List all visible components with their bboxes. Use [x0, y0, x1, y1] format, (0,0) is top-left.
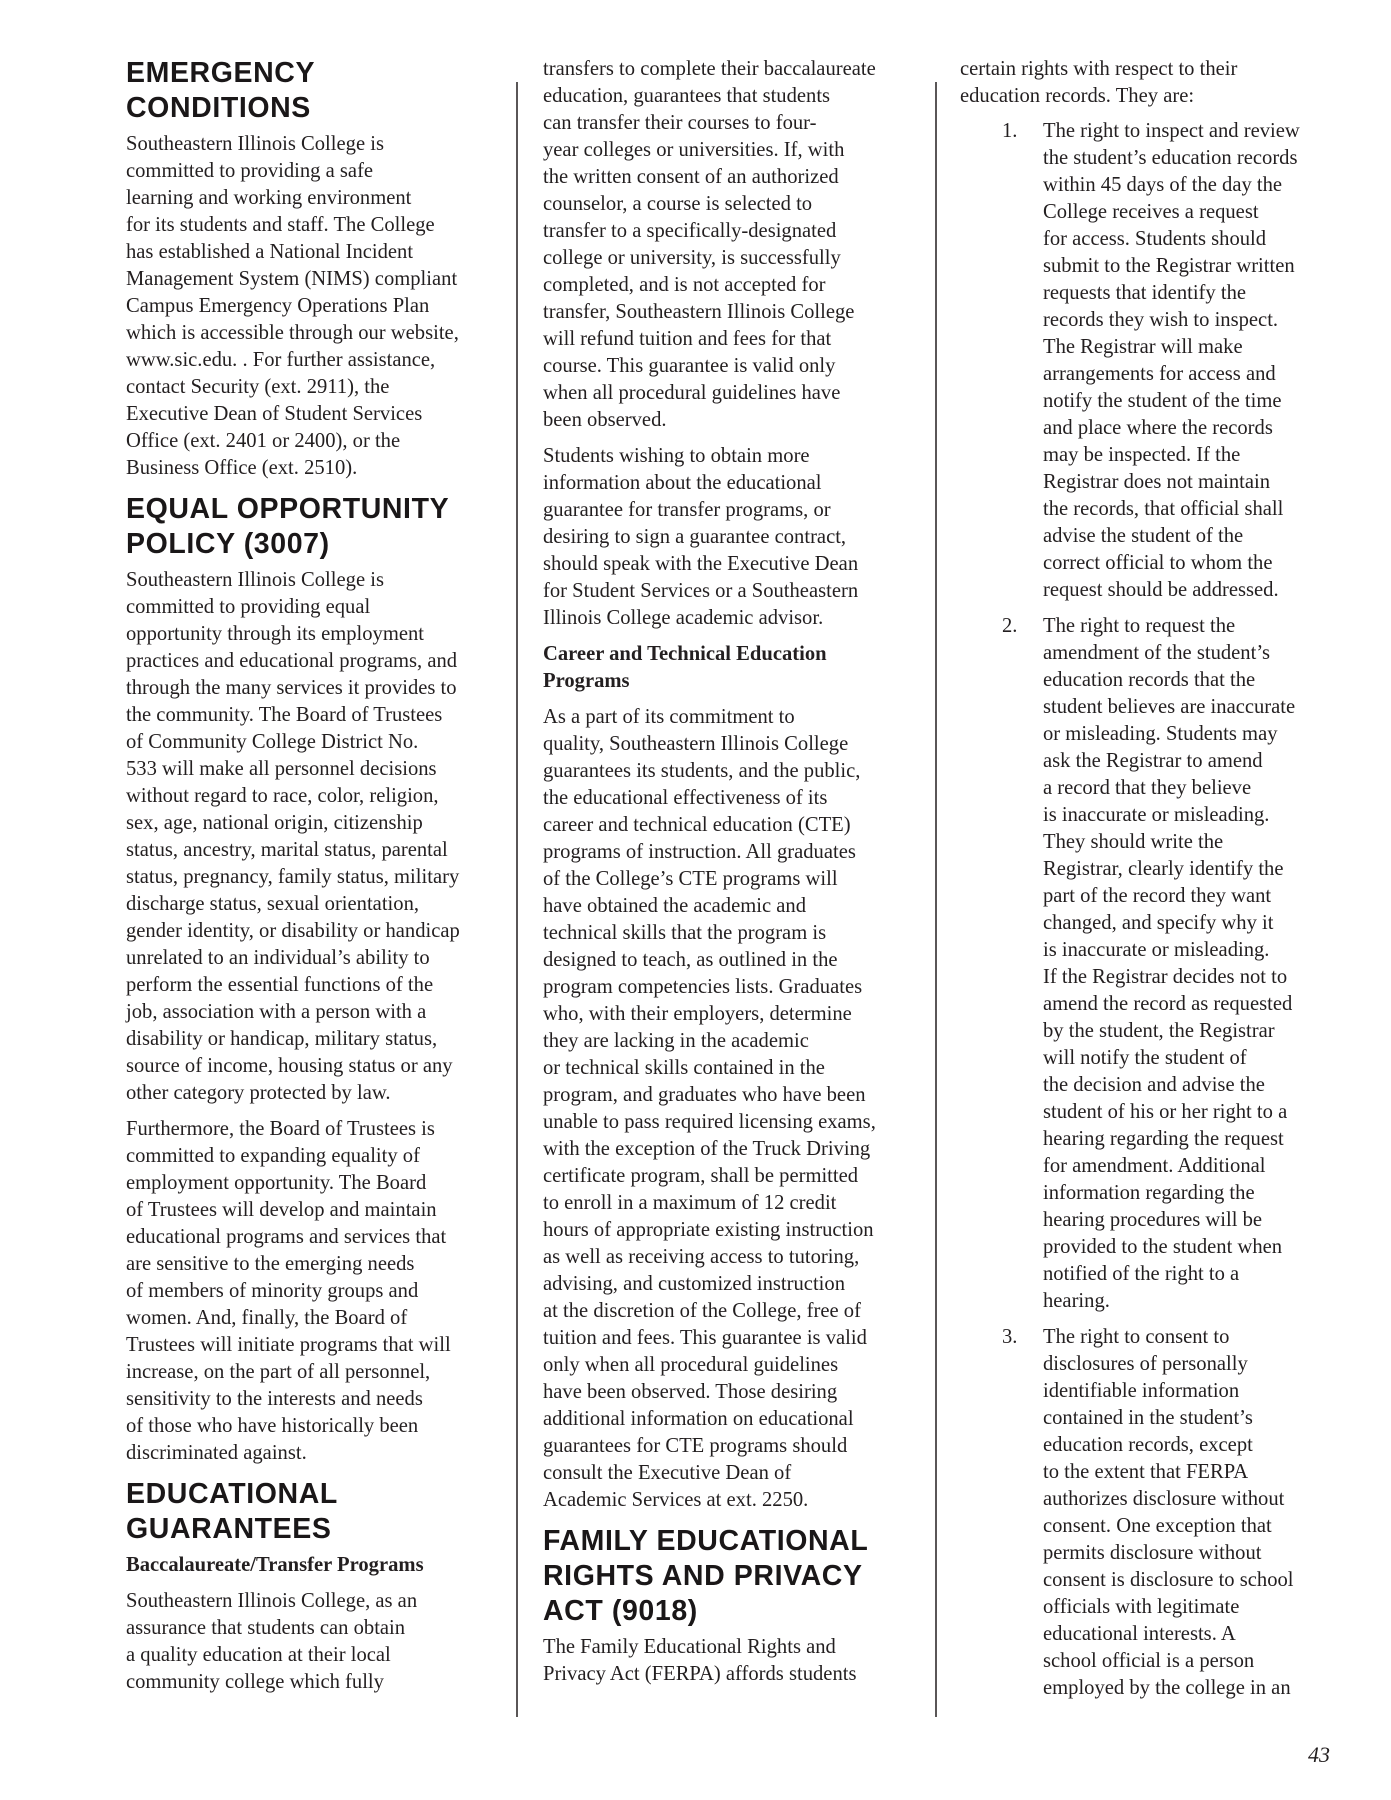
text-line: for its students and staff. The College	[126, 214, 435, 236]
paragraph	[543, 56, 915, 434]
text-line: have been observed. Those desiring	[543, 1381, 838, 1403]
text-line: hearing procedures will be	[1043, 1209, 1263, 1231]
text-line: Office (ext. 2401 or 2400), or the	[126, 430, 401, 452]
text-line: information regarding the	[1043, 1182, 1255, 1204]
text-line: to enroll in a maximum of 12 credit	[543, 1192, 837, 1214]
text-line: changed, and specify why it	[1043, 912, 1274, 934]
text-line: with the exception of the Truck Driving	[543, 1138, 871, 1160]
section-equal-opportunity-policy	[126, 492, 498, 1467]
text-line: certificate program, shall be permitted	[543, 1165, 859, 1187]
column-2	[543, 56, 915, 1697]
text-line: source of income, housing status or any	[126, 1055, 453, 1077]
text-line: educational interests. A	[1043, 1623, 1236, 1645]
section-emergency-conditions	[126, 56, 498, 482]
text-line: desiring to sign a guarantee contract,	[543, 526, 847, 548]
list-number: 3.	[1002, 1326, 1018, 1348]
paragraph	[126, 1588, 498, 1696]
text-line: they are lacking in the academic	[543, 1030, 809, 1052]
text-line: The Family Educational Rights and	[543, 1636, 836, 1658]
text-line: notify the student of the time	[1043, 390, 1282, 412]
text-line: committed to providing a safe	[126, 160, 374, 182]
text-line: student believes are inaccurate	[1043, 696, 1296, 718]
text-line: transfer to a specifically-designated	[543, 220, 837, 242]
text-line: Executive Dean of Student Services	[126, 403, 423, 425]
text-line: Academic Services at ext. 2250.	[543, 1489, 809, 1511]
text-line: The right to consent to	[1043, 1326, 1230, 1348]
text-line: tuition and fees. This guarantee is valid	[543, 1327, 867, 1349]
paragraph	[543, 704, 915, 1514]
heading-equal-opportunity-policy: EQUAL OPPORTUNITY POLICY (3007)	[126, 493, 450, 560]
text-line: is inaccurate or misleading.	[1043, 939, 1270, 961]
text-line: The right to inspect and review	[1043, 120, 1300, 142]
text-line: without regard to race, color, religion,	[126, 785, 439, 807]
text-line: course. This guarantee is valid only	[543, 355, 836, 377]
text-line: assurance that students can obtain	[126, 1617, 406, 1639]
text-line: status, pregnancy, family status, military	[126, 866, 460, 888]
list-number: 1.	[1002, 120, 1018, 142]
text-line: counselor, a course is selected to	[543, 193, 813, 215]
column-divider	[516, 82, 518, 1717]
text-line: is inaccurate or misleading.	[1043, 804, 1270, 826]
paragraph	[126, 1116, 498, 1467]
text-line: education records that the	[1043, 669, 1256, 691]
text-line: opportunity through its employment	[126, 623, 425, 645]
text-line: contained in the student’s	[1043, 1407, 1253, 1429]
text-line: the written consent of an authorized	[543, 166, 839, 188]
heading-ferpa: FAMILY EDUCATIONAL RIGHTS AND PRIVACY ACT (9018)	[543, 1525, 869, 1627]
text-line: technical skills that the program is	[543, 922, 827, 944]
text-line: hearing.	[1043, 1290, 1110, 1312]
text-line: consent. One exception that	[1043, 1515, 1272, 1537]
list-item	[960, 1324, 1326, 1702]
text-line: submit to the Registrar written	[1043, 255, 1295, 277]
text-line: notified of the right to a	[1043, 1263, 1240, 1285]
text-line: a record that they believe	[1043, 777, 1252, 799]
text-line: career and technical education (CTE)	[543, 814, 851, 836]
text-line: the community. The Board of Trustees	[126, 704, 443, 726]
text-line: disclosures of personally	[1043, 1353, 1248, 1375]
text-line: perform the essential functions of the	[126, 974, 434, 996]
text-line: will notify the student of	[1043, 1047, 1247, 1069]
text-line: are sensitive to the emerging needs	[126, 1253, 415, 1275]
text-line: Registrar does not maintain	[1043, 471, 1271, 493]
text-line: employed by the college in an	[1043, 1677, 1291, 1699]
paragraph	[126, 567, 498, 1107]
text-line: education records, except	[1043, 1434, 1253, 1456]
text-line: education records. They are:	[960, 85, 1195, 107]
text-line: a quality education at their local	[126, 1644, 391, 1666]
text-line: contact Security (ext. 2911), the	[126, 376, 390, 398]
text-line: program, and graduates who have been	[543, 1084, 866, 1106]
text-line: increase, on the part of all personnel,	[126, 1361, 431, 1383]
text-line: permits disclosure without	[1043, 1542, 1262, 1564]
text-line: 533 will make all personnel decisions	[126, 758, 437, 780]
paragraph	[126, 131, 498, 482]
text-line: Business Office (ext. 2510).	[126, 457, 358, 479]
text-line: of Community College District No.	[126, 731, 419, 753]
text-line: certain rights with respect to their	[960, 58, 1238, 80]
text-line: Southeastern Illinois College, as an	[126, 1590, 418, 1612]
text-line: of the College’s CTE programs will	[543, 868, 838, 890]
text-line: the student’s education records	[1043, 147, 1298, 169]
text-line: school official is a person	[1043, 1650, 1255, 1672]
text-line: can transfer their courses to four-	[543, 112, 817, 134]
text-line: women. And, finally, the Board of	[126, 1307, 408, 1329]
text-line: gender identity, or disability or handicap	[126, 920, 460, 942]
text-line: for Student Services or a Southeastern	[543, 580, 859, 602]
text-line: within 45 days of the day the	[1043, 174, 1283, 196]
text-line: Privacy Act (FERPA) affords students	[543, 1663, 857, 1685]
text-line: educational programs and services that	[126, 1226, 447, 1248]
text-line: www.sic.edu. . For further assistance,	[126, 349, 436, 371]
text-line: transfers to complete their baccalaureate	[543, 58, 876, 80]
text-line: hearing regarding the request	[1043, 1128, 1284, 1150]
heading-emergency-conditions: EMERGENCY CONDITIONS	[126, 57, 316, 124]
text-line: Registrar, clearly identify the	[1043, 858, 1284, 880]
text-line: Management System (NIMS) compliant	[126, 268, 458, 290]
paragraph	[960, 56, 1326, 110]
column-3	[960, 56, 1326, 1711]
text-line: They should write the	[1043, 831, 1224, 853]
text-line: should speak with the Executive Dean	[543, 553, 859, 575]
text-line: Southeastern Illinois College is	[126, 569, 384, 591]
text-line: for amendment. Additional	[1043, 1155, 1266, 1177]
text-line: the decision and advise the	[1043, 1074, 1265, 1096]
text-line: designed to teach, as outlined in the	[543, 949, 838, 971]
text-line: guarantees for CTE programs should	[543, 1435, 848, 1457]
text-line: records they wish to inspect.	[1043, 309, 1279, 331]
text-line: or technical skills contained in the	[543, 1057, 825, 1079]
page-number: 43	[1308, 1742, 1330, 1767]
text-line: of members of minority groups and	[126, 1280, 419, 1302]
paragraph	[543, 443, 915, 632]
text-line: the records, that official shall	[1043, 498, 1284, 520]
text-line: when all procedural guidelines have	[543, 382, 841, 404]
text-line: Trustees will initiate programs that will	[126, 1334, 451, 1356]
text-line: will refund tuition and fees for that	[543, 328, 832, 350]
text-line: The right to request the	[1043, 615, 1236, 637]
text-line: Southeastern Illinois College is	[126, 133, 384, 155]
text-line: at the discretion of the College, free of	[543, 1300, 861, 1322]
text-line: quality, Southeastern Illinois College	[543, 733, 849, 755]
text-line: and place where the records	[1043, 417, 1273, 439]
text-line: arrangements for access and	[1043, 363, 1276, 385]
text-line: to the extent that FERPA	[1043, 1461, 1249, 1483]
text-line: College receives a request	[1043, 201, 1259, 223]
heading-educational-guarantees: EDUCATIONAL GUARANTEES	[126, 1478, 338, 1545]
text-line: committed to providing equal	[126, 596, 371, 618]
text-line: transfer, Southeastern Illinois College	[543, 301, 855, 323]
text-line: guarantees its students, and the public,	[543, 760, 861, 782]
text-line: program competencies lists. Graduates	[543, 976, 863, 998]
text-line: status, ancestry, marital status, parental	[126, 839, 448, 861]
text-line: only when all procedural guidelines	[543, 1354, 839, 1376]
text-line: have obtained the academic and	[543, 895, 807, 917]
text-line: information about the educational	[543, 472, 822, 494]
text-line: been observed.	[543, 409, 667, 431]
text-line: college or university, is successfully	[543, 247, 841, 269]
text-line: advise the student of the	[1043, 525, 1244, 547]
text-line: committed to expanding equality of	[126, 1145, 420, 1167]
text-line: discharge status, sexual orientation,	[126, 893, 420, 915]
text-line: correct official to whom the	[1043, 552, 1273, 574]
text-line: authorizes disclosure without	[1043, 1488, 1285, 1510]
text-line: unrelated to an individual’s ability to	[126, 947, 430, 969]
column-1	[126, 56, 498, 1705]
subheading-baccalaureate-transfer: Baccalaureate/Transfer Programs	[126, 1554, 424, 1576]
text-line: consult the Executive Dean of	[543, 1462, 792, 1484]
text-line: year colleges or universities. If, with	[543, 139, 845, 161]
text-line: advising, and customized instruction	[543, 1273, 845, 1295]
ferpa-rights-list	[960, 118, 1326, 1702]
section-educational-guarantees	[126, 1477, 498, 1696]
text-line: additional information on educational	[543, 1408, 854, 1430]
text-line: provided to the student when	[1043, 1236, 1283, 1258]
text-line: requests that identify the	[1043, 282, 1247, 304]
list-item	[960, 118, 1326, 604]
text-line: ask the Registrar to amend	[1043, 750, 1263, 772]
text-line: employment opportunity. The Board	[126, 1172, 427, 1194]
text-line: Campus Emergency Operations Plan	[126, 295, 430, 317]
text-line: learning and working environment	[126, 187, 412, 209]
text-line: Students wishing to obtain more	[543, 445, 810, 467]
text-line: part of the record they want	[1043, 885, 1272, 907]
text-line: guarantee for transfer programs, or	[543, 499, 831, 521]
text-line: disability or handicap, military status,	[126, 1028, 438, 1050]
text-line: sensitivity to the interests and needs	[126, 1388, 423, 1410]
text-line: has established a National Incident	[126, 241, 414, 263]
text-line: the educational effectiveness of its	[543, 787, 828, 809]
column-divider	[935, 82, 937, 1717]
text-line: of those who have historically been	[126, 1415, 419, 1437]
text-line: of Trustees will develop and maintain	[126, 1199, 437, 1221]
text-line: hours of appropriate existing instruction	[543, 1219, 874, 1241]
list-number: 2.	[1002, 615, 1018, 637]
text-line: As a part of its commitment to	[543, 706, 795, 728]
text-line: through the many services it provides to	[126, 677, 457, 699]
text-line: or misleading. Students may	[1043, 723, 1278, 745]
text-line: unable to pass required licensing exams,	[543, 1111, 876, 1133]
text-line: who, with their employers, determine	[543, 1003, 852, 1025]
text-line: amendment of the student’s	[1043, 642, 1271, 664]
text-line: Furthermore, the Board of Trustees is	[126, 1118, 435, 1140]
text-line: consent is disclosure to school	[1043, 1569, 1294, 1591]
text-line: for access. Students should	[1043, 228, 1267, 250]
text-line: sex, age, national origin, citizenship	[126, 812, 423, 834]
text-line: student of his or her right to a	[1043, 1101, 1288, 1123]
text-line: amend the record as requested	[1043, 993, 1293, 1015]
text-line: other category protected by law.	[126, 1082, 391, 1104]
text-line: programs of instruction. All graduates	[543, 841, 856, 863]
text-line: as well as receiving access to tutoring,	[543, 1246, 860, 1268]
text-line: practices and educational programs, and	[126, 650, 458, 672]
text-line: The Registrar will make	[1043, 336, 1243, 358]
paragraph	[543, 1634, 915, 1688]
text-line: which is accessible through our website,	[126, 322, 459, 344]
text-line: by the student, the Registrar	[1043, 1020, 1275, 1042]
text-line: may be inspected. If the	[1043, 444, 1241, 466]
text-line: job, association with a person with a	[126, 1001, 427, 1023]
text-line: education, guarantees that students	[543, 85, 831, 107]
list-item	[960, 613, 1326, 1315]
text-line: request should be addressed.	[1043, 579, 1279, 601]
text-line: officials with legitimate	[1043, 1596, 1240, 1618]
text-line: community college which fully	[126, 1671, 384, 1693]
text-line: identifiable information	[1043, 1380, 1240, 1402]
text-line: completed, and is not accepted for	[543, 274, 826, 296]
subheading-career-technical-education: Career and Technical Education Programs	[543, 643, 827, 692]
text-line: discriminated against.	[126, 1442, 307, 1464]
text-line: Illinois College academic advisor.	[543, 607, 824, 629]
text-line: If the Registrar decides not to	[1043, 966, 1288, 988]
